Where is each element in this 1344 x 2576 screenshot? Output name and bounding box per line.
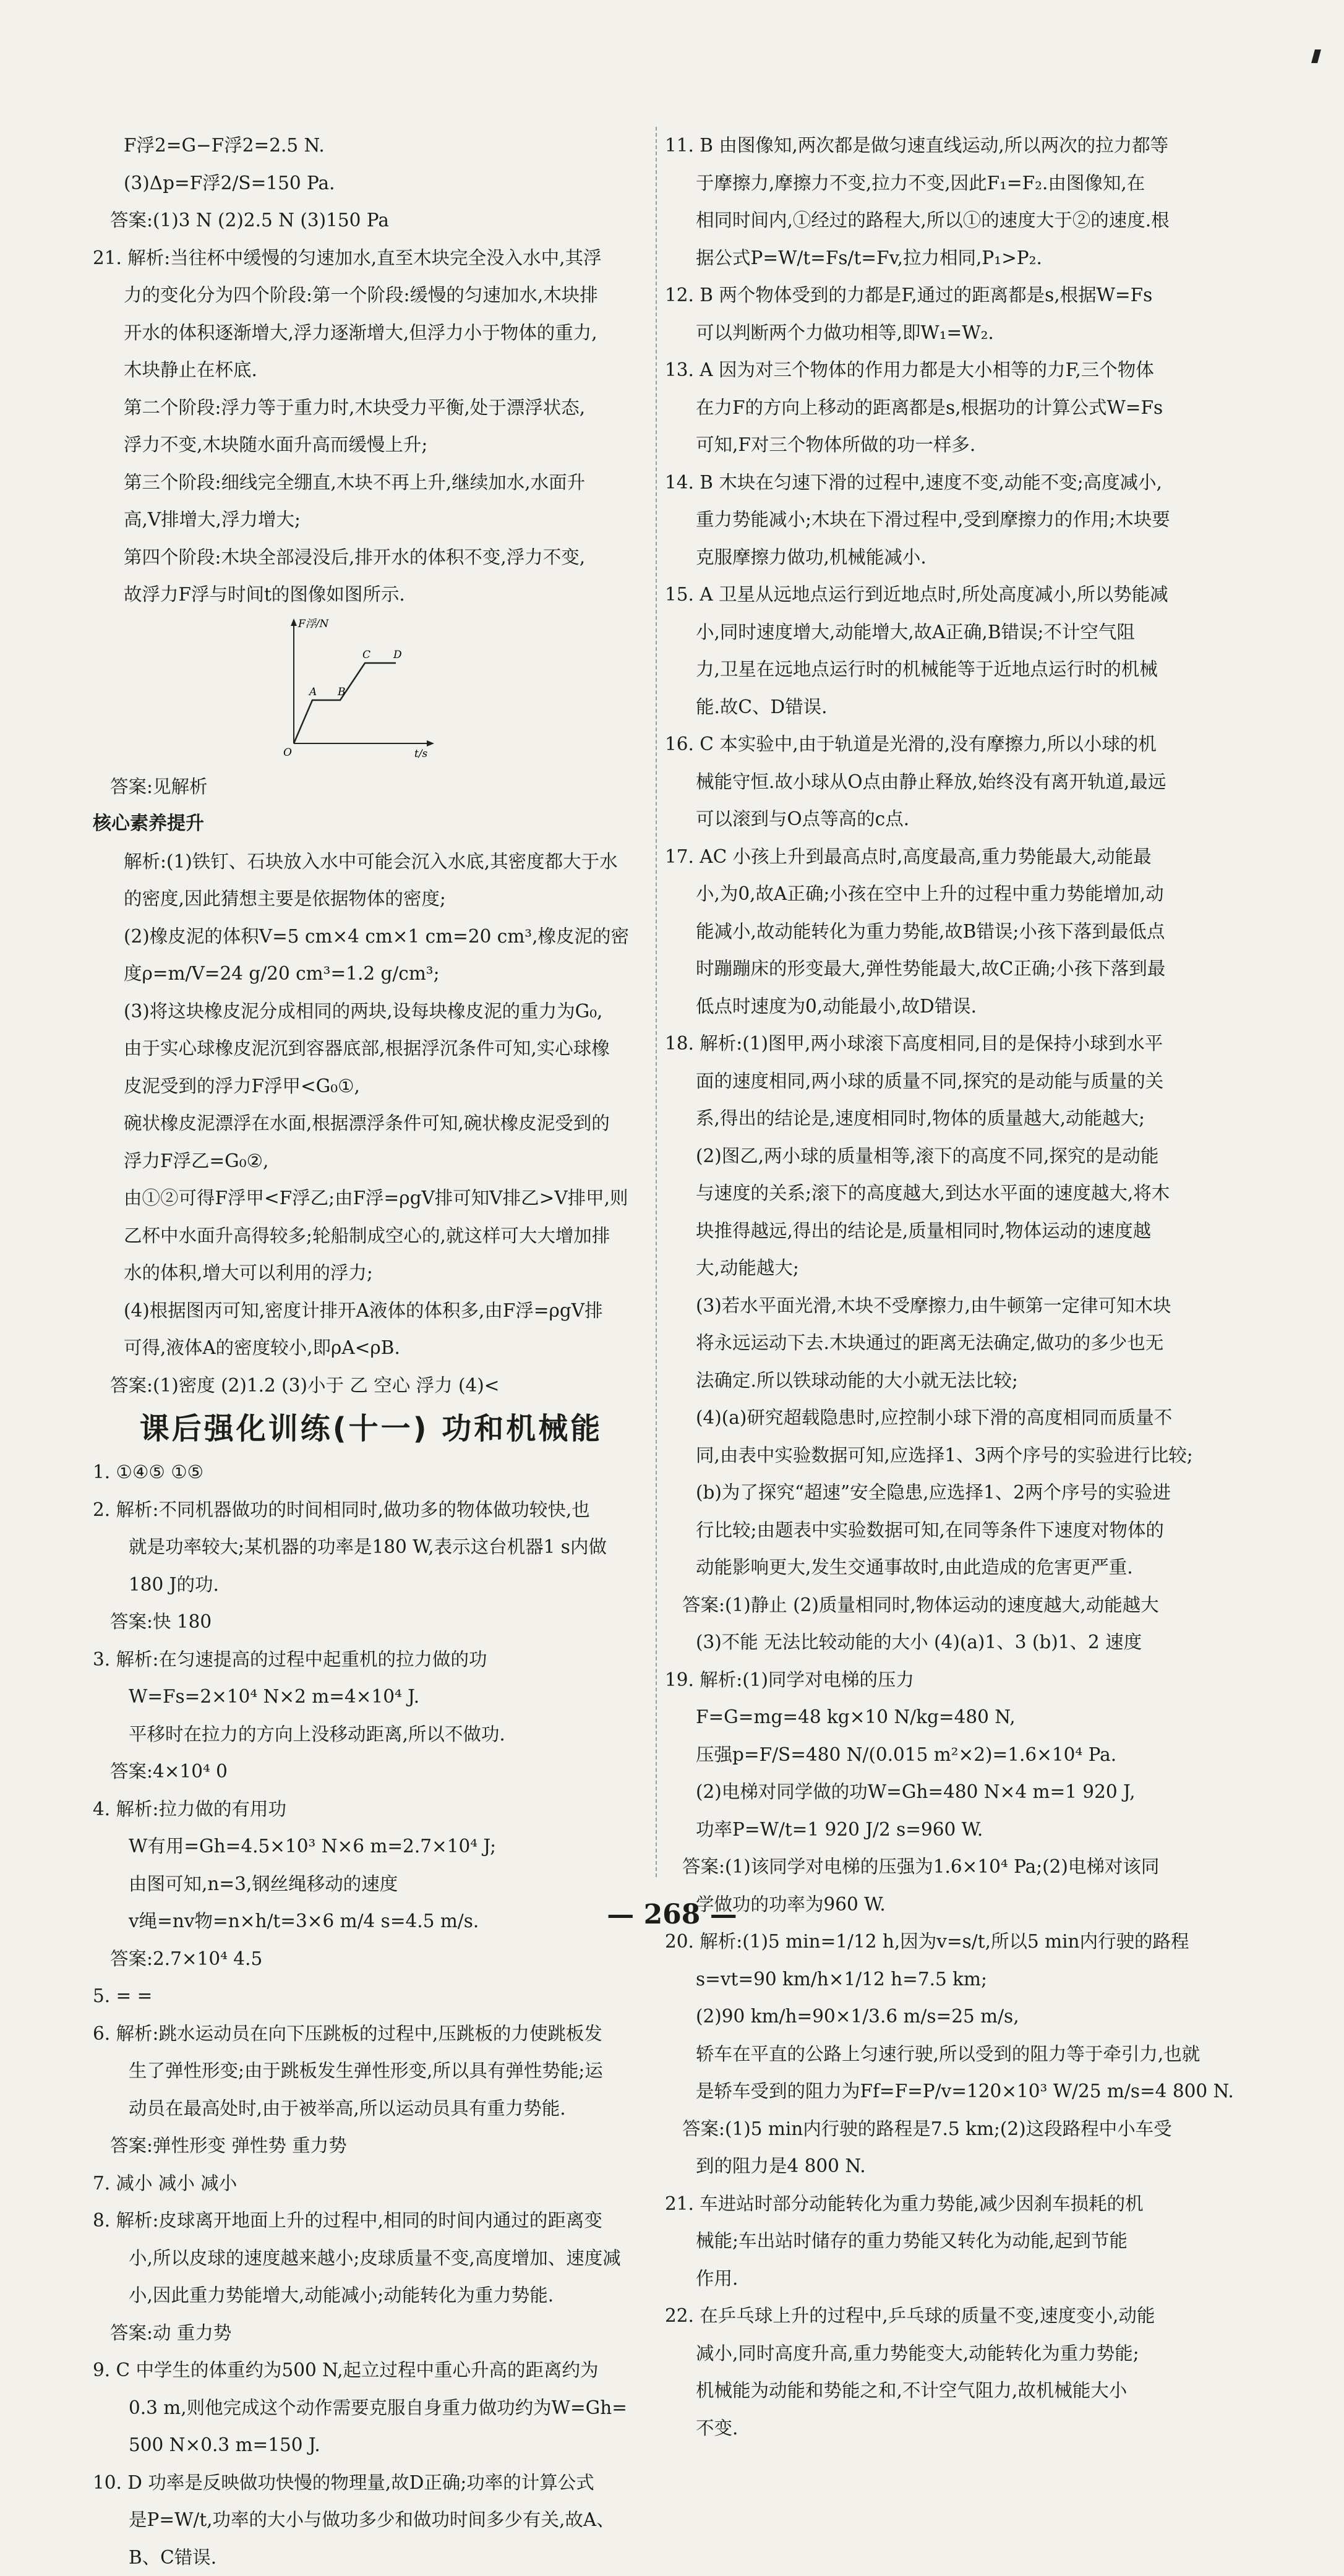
right-line: 法确定.所以铁球动能的大小就无法比较; [665, 1362, 1234, 1400]
left-a-line: F浮2=G−F浮2=2.5 N. [93, 127, 649, 165]
left-c-line: 答案:快 180 [93, 1603, 649, 1641]
left-c-line: 小,因此重力势能增大,动能减小;动能转化为重力势能. [93, 2277, 649, 2314]
right-line: 11. B 由图像知,两次都是做匀速直线运动,所以两次的拉力都等 [665, 127, 1234, 165]
left-c-line: 3. 解析:在匀速提高的过程中起重机的拉力做的功 [93, 1641, 649, 1679]
graph-curve [294, 663, 396, 743]
right-block [665, 127, 1234, 2447]
right-line: 作用. [665, 2260, 1234, 2298]
right-line: 答案:(1)该同学对电梯的压强为1.6×10⁴ Pa;(2)电梯对该同 [665, 1848, 1234, 1886]
right-line: 与速度的关系;滚下的高度越大,到达水平面的速度越大,将木 [665, 1175, 1234, 1212]
left-c-line: 是P=W/t,功率的大小与做功多少和做功时间多少有关,故A、 [93, 2501, 649, 2539]
right-line: F=G=mg=48 kg×10 N/kg=480 N, [665, 1698, 1234, 1736]
right-line: 18. 解析:(1)图甲,两小球滚下高度相同,目的是保持小球到水平 [665, 1025, 1234, 1063]
left-b-line: 答案:(1)密度 (2)1.2 (3)小于 乙 空心 浮力 (4)< [93, 1367, 649, 1405]
right-line: 20. 解析:(1)5 min=1/12 h,因为v=s/t,所以5 min内行驶的路程 [665, 1923, 1234, 1961]
graph-point-d: D [393, 649, 402, 661]
left-c-line: 答案:弹性形变 弹性势 重力势 [93, 2127, 649, 2165]
buoyancy-time-graph [93, 614, 649, 768]
right-line: 同,由表中实验数据可知,应选择1、3两个序号的实验进行比较; [665, 1437, 1234, 1474]
right-line: 相同时间内,①经过的路程大,所以①的速度大于②的速度.根 [665, 202, 1234, 239]
right-line: 将永远运动下去.木块通过的距离无法确定,做功的多少也无 [665, 1324, 1234, 1362]
left-c-line: 7. 减小 减小 减小 [93, 2165, 649, 2202]
left-b-line: 皮泥受到的浮力F浮甲<G₀①, [93, 1068, 649, 1105]
right-line: 减小,同时高度升高,重力势能变大,动能转化为重力势能; [665, 2335, 1234, 2373]
right-line: 14. B 木块在匀速下滑的过程中,速度不变,动能不变;高度减小, [665, 464, 1234, 502]
left-c-line: 8. 解析:皮球离开地面上升的过程中,相同的时间内通过的距离变 [93, 2202, 649, 2240]
left-b-line: 由①②可得F浮甲<F浮乙;由F浮=ρgV排可知V排乙>V排甲,则 [93, 1179, 649, 1217]
right-line: 15. A 卫星从远地点运行到近地点时,所处高度减小,所以势能减 [665, 576, 1234, 614]
left-a-line: 高,V排增大,浮力增大; [93, 501, 649, 539]
left-b-line: 可得,液体A的密度较小,即ρA<ρB. [93, 1329, 649, 1367]
left-b-line: 乙杯中水面升高得较多;轮船制成空心的,就这样可大大增加排 [93, 1217, 649, 1255]
right-line: 学做功的功率为960 W. [665, 1886, 1234, 1923]
graph-x-arrow [427, 740, 434, 747]
right-line: 块推得越远,得出的结论是,质量相同时,物体运动的速度越 [665, 1212, 1234, 1250]
right-line: 22. 在乒乓球上升的过程中,乒乓球的质量不变,速度变小,动能 [665, 2297, 1234, 2335]
right-line: 到的阻力是4 800 N. [665, 2147, 1234, 2185]
graph-y-label: F浮/N [297, 618, 330, 630]
right-line: 在力F的方向上移动的距离都是s,根据功的计算公式W=Fs [665, 389, 1234, 427]
left-b-line: 碗状橡皮泥漂浮在水面,根据漂浮条件可知,碗状橡皮泥受到的 [93, 1105, 649, 1142]
left-a-line: 木块静止在杯底. [93, 351, 649, 389]
left-a-line: 第四个阶段:木块全部浸没后,排开水的体积不变,浮力不变, [93, 539, 649, 576]
right-line: 据公式P=W/t=Fs/t=Fv,拉力相同,P₁>P₂. [665, 239, 1234, 277]
left-c-line: 1. ①④⑤ ①⑤ [93, 1453, 649, 1491]
left-b-line: 水的体积,增大可以利用的浮力; [93, 1254, 649, 1292]
right-line: 轿车在平直的公路上匀速行驶,所以受到的阻力等于牵引力,也就 [665, 2035, 1234, 2073]
left-b-line: (3)将这块橡皮泥分成相同的两块,设每块橡皮泥的重力为G₀, [93, 993, 649, 1030]
left-c-line: 答案:4×10⁴ 0 [93, 1753, 649, 1791]
right-line: 械能;车出站时储存的重力势能又转化为动能,起到节能 [665, 2222, 1234, 2260]
right-line: 低点时速度为0,动能最小,故D错误. [665, 988, 1234, 1025]
left-a-line: (3)Δp=F浮2/S=150 Pa. [93, 165, 649, 202]
left-a-line: 浮力不变,木块随水面升高而缓慢上升; [93, 426, 649, 464]
left-c-line: 动员在最高处时,由于被举高,所以运动员具有重力势能. [93, 2090, 649, 2128]
right-line: 可以判断两个力做功相等,即W₁=W₂. [665, 314, 1234, 352]
left-c-line: 就是功率较大;某机器的功率是180 W,表示这台机器1 s内做 [93, 1528, 649, 1566]
left-c-line: 平移时在拉力的方向上没移动距离,所以不做功. [93, 1716, 649, 1753]
graph-svg [278, 614, 439, 762]
left-c-line: 答案:动 重力势 [93, 2314, 649, 2352]
left-c-line: 500 N×0.3 m=150 J. [93, 2426, 649, 2464]
left-b-line: 由于实心球橡皮泥沉到容器底部,根据浮沉条件可知,实心球橡 [93, 1030, 649, 1068]
right-line: 克服摩擦力做功,机械能减小. [665, 539, 1234, 576]
section-title: 课后强化训练(十一) 功和机械能 [93, 1404, 649, 1453]
right-line: (3)不能 无法比较动能的大小 (4)(a)1、3 (b)1、2 速度 [665, 1624, 1234, 1661]
left-a-line: 第二个阶段:浮力等于重力时,木块受力平衡,处于漂浮状态, [93, 389, 649, 427]
right-line: 答案:(1)5 min内行驶的路程是7.5 km;(2)这段路程中小车受 [665, 2110, 1234, 2148]
right-line: 12. B 两个物体受到的力都是F,通过的距离都是s,根据W=Fs [665, 276, 1234, 314]
right-line: (2)电梯对同学做的功W=Gh=480 N×4 m=1 920 J, [665, 1773, 1234, 1811]
right-line: 于摩擦力,摩擦力不变,拉力不变,因此F₁=F₂.由图像知,在 [665, 165, 1234, 202]
right-line: 答案:(1)静止 (2)质量相同时,物体运动的速度越大,动能越大 [665, 1586, 1234, 1624]
right-line: 小,为0,故A正确;小孩在空中上升的过程中重力势能增加,动 [665, 875, 1234, 913]
left-c-line: 9. C 中学生的体重约为500 N,起立过程中重心升高的距离约为 [93, 2351, 649, 2389]
graph-point-c: C [362, 649, 370, 661]
right-line: 动能影响更大,发生交通事故时,由此造成的危害更严重. [665, 1549, 1234, 1586]
right-line: 能.故C、D错误. [665, 688, 1234, 726]
left-b-line: 解析:(1)铁钉、石块放入水中可能会沉入水底,其密度都大于水 [93, 843, 649, 881]
right-line: (2)90 km/h=90×1/3.6 m/s=25 m/s, [665, 1998, 1234, 2035]
page-number: — 268 — [0, 1899, 1344, 1930]
right-line: 19. 解析:(1)同学对电梯的压力 [665, 1661, 1234, 1699]
graph-point-b: B [337, 686, 346, 698]
right-column [665, 127, 1234, 2447]
right-line: 不变. [665, 2410, 1234, 2447]
right-line: 可以滚到与O点等高的c点. [665, 800, 1234, 838]
left-a-line: 故浮力F浮与时间t的图像如图所示. [93, 576, 649, 614]
left-c-line: 生了弹性形变;由于跳板发生弹性形变,所以具有弹性势能;运 [93, 2052, 649, 2090]
left-c-line: 180 J的功. [93, 1566, 649, 1604]
right-line: 21. 车进站时部分动能转化为重力势能,减少因刹车损耗的机 [665, 2185, 1234, 2223]
left-block-a [93, 127, 649, 614]
graph-point-a: A [308, 686, 317, 698]
left-c-line: 小,所以皮球的速度越来越小;皮球质量不变,高度增加、速度减 [93, 2240, 649, 2277]
left-b-line: (2)橡皮泥的体积V=5 cm×4 cm×1 cm=20 cm³,橡皮泥的密 [93, 918, 649, 956]
right-line: (2)图乙,两小球的质量相等,滚下的高度不同,探究的是动能 [665, 1137, 1234, 1175]
right-line: 压强p=F/S=480 N/(0.015 m²×2)=1.6×10⁴ Pa. [665, 1736, 1234, 1774]
column-divider [656, 127, 657, 1877]
right-line: 行比较;由题表中实验数据可知,在同等条件下速度对物体的 [665, 1512, 1234, 1549]
left-c-line: 10. D 功率是反映做功快慢的物理量,故D正确;功率的计算公式 [93, 2464, 649, 2502]
right-line: (b)为了探究“超速”安全隐患,应选择1、2两个序号的实验进 [665, 1474, 1234, 1512]
left-c-line: W=Fs=2×10⁴ N×2 m=4×10⁴ J. [93, 1678, 649, 1716]
left-a-line: 21. 解析:当往杯中缓慢的匀速加水,直至木块完全没入水中,其浮 [93, 239, 649, 277]
right-line: 系,得出的结论是,速度相同时,物体的质量越大,动能越大; [665, 1100, 1234, 1137]
right-line: 13. A 因为对三个物体的作用力都是大小相等的力F,三个物体 [665, 351, 1234, 389]
left-b-line: 核心素养提升 [93, 805, 649, 843]
graph-x-label: t/s [414, 748, 428, 760]
left-b-line: 浮力F浮乙=G₀②, [93, 1142, 649, 1180]
right-line: 可知,F对三个物体所做的功一样多. [665, 426, 1234, 464]
left-c-line: W有用=Gh=4.5×10³ N×6 m=2.7×10⁴ J; [93, 1828, 649, 1865]
right-line: 机械能为动能和势能之和,不计空气阻力,故机械能大小 [665, 2372, 1234, 2410]
left-a-line: 第三个阶段:细线完全绷直,木块不再上升,继续加水,水面升 [93, 464, 649, 502]
left-c-line: 由图可知,n=3,钢丝绳移动的速度 [93, 1865, 649, 1903]
right-line: 面的速度相同,两小球的质量不同,探究的是动能与质量的关 [665, 1063, 1234, 1100]
left-c-line: 0.3 m,则他完成这个动作需要克服自身重力做功约为W=Gh= [93, 2389, 649, 2427]
right-line: 时蹦蹦床的形变最大,弹性势能最大,故C正确;小孩下落到最 [665, 950, 1234, 988]
right-line: 械能守恒.故小球从O点由静止释放,始终没有离开轨道,最远 [665, 763, 1234, 801]
right-line: 功率P=W/t=1 920 J/2 s=960 W. [665, 1811, 1234, 1849]
left-c-line: 答案:2.7×10⁴ 4.5 [93, 1940, 649, 1978]
right-line: (3)若水平面光滑,木块不受摩擦力,由牛顿第一定律可知木块 [665, 1287, 1234, 1325]
right-line: s=vt=90 km/h×1/12 h=7.5 km; [665, 1961, 1234, 1998]
right-line: 重力势能减小;木块在下滑过程中,受到摩擦力的作用;木块要 [665, 501, 1234, 539]
graph-y-arrow [291, 618, 297, 626]
left-block-b [93, 768, 649, 1405]
right-line: 是轿车受到的阻力为Ff=F=P/v=120×10³ W/25 m/s=4 800 N. [665, 2073, 1234, 2110]
graph-origin: O [283, 747, 292, 759]
left-c-line: v绳=nv物=n×h/t=3×6 m/4 s=4.5 m/s. [93, 1902, 649, 1940]
left-b-line: 的密度,因此猜想主要是依据物体的密度; [93, 880, 649, 918]
corner-mark [1311, 49, 1321, 63]
left-b-line: 度ρ=m/V=24 g/20 cm³=1.2 g/cm³; [93, 955, 649, 993]
right-line: 17. AC 小孩上升到最高点时,高度最高,重力势能最大,动能最 [665, 838, 1234, 876]
left-c-line: 6. 解析:跳水运动员在向下压跳板的过程中,压跳板的力使跳板发 [93, 2015, 649, 2053]
right-line: (4)(a)研究超载隐患时,应控制小球下滑的高度相同而质量不 [665, 1399, 1234, 1437]
left-a-line: 力的变化分为四个阶段:第一个阶段:缓慢的匀速加水,木块排 [93, 276, 649, 314]
right-line: 力,卫星在远地点运行时的机械能等于近地点运行时的机械 [665, 651, 1234, 688]
left-c-line: 2. 解析:不同机器做功的时间相同时,做功多的物体做功较快,也 [93, 1491, 649, 1529]
left-c-line: 4. 解析:拉力做的有用功 [93, 1791, 649, 1828]
left-c-line: B、C错误. [93, 2539, 649, 2576]
left-c-line: 5. = = [93, 1977, 649, 2015]
left-a-line: 答案:(1)3 N (2)2.5 N (3)150 Pa [93, 202, 649, 239]
right-line: 能减小,故动能转化为重力势能,故B错误;小孩下落到最低点 [665, 913, 1234, 951]
right-line: 大,动能越大; [665, 1249, 1234, 1287]
right-line: 小,同时速度增大,动能增大,故A正确,B错误;不计空气阻 [665, 614, 1234, 651]
left-b-line: 答案:见解析 [93, 768, 649, 806]
left-column [93, 127, 649, 2576]
right-line: 16. C 本实验中,由于轨道是光滑的,没有摩擦力,所以小球的机 [665, 725, 1234, 763]
left-a-line: 开水的体积逐渐增大,浮力逐渐增大,但浮力小于物体的重力, [93, 314, 649, 352]
left-block-c [93, 1453, 649, 2576]
left-b-line: (4)根据图丙可知,密度计排开A液体的体积多,由F浮=ρgV排 [93, 1292, 649, 1330]
